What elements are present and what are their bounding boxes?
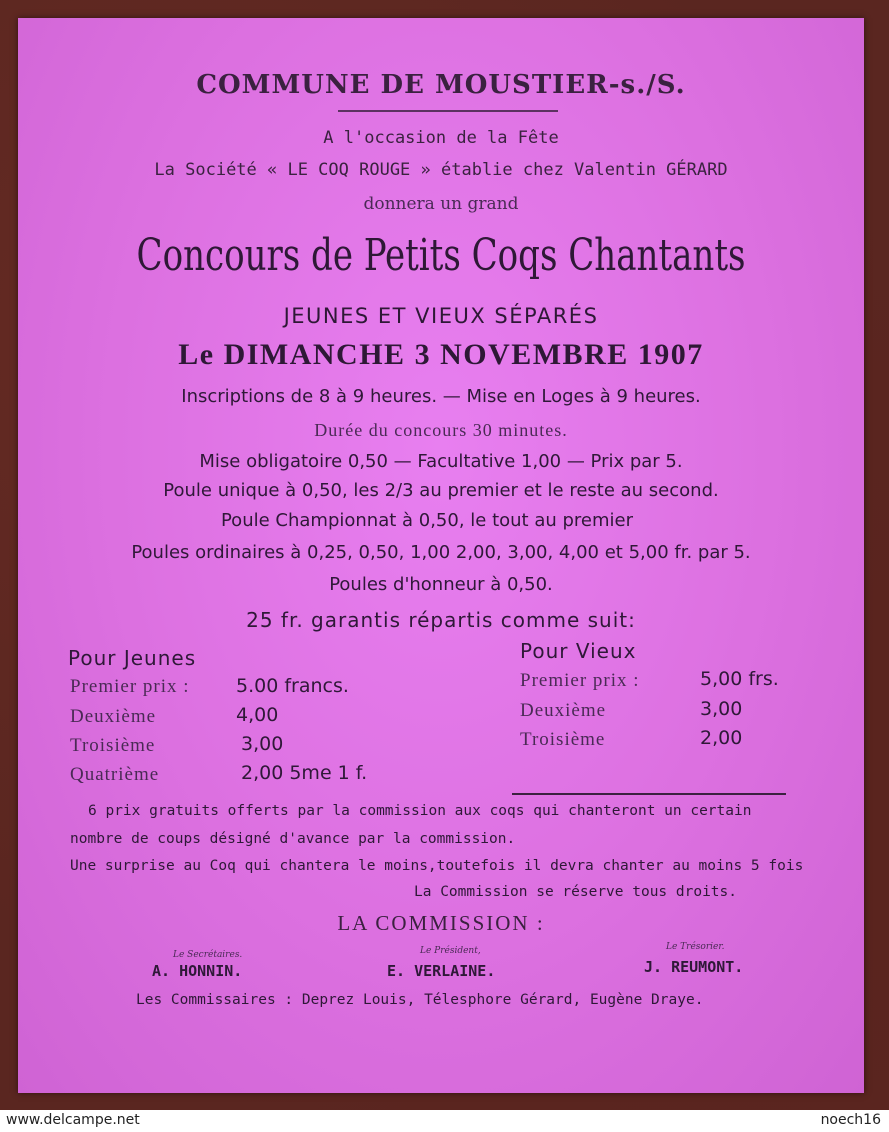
event-date: Le DIMANCHE 3 NOVEMBRE 1907	[178, 338, 704, 371]
vieux-heading: Pour Vieux	[520, 639, 637, 663]
note-line-1: 6 prix gratuits offerts par la commission aux coqs qui chanteront un certain	[88, 803, 752, 819]
poule-unique-line: Poule unique à 0,50, les 2/3 au premier et le reste au second.	[163, 480, 719, 501]
commissaires-line: Les Commissaires : Deprez Louis, Télesphore Gérard, Eugène Draye.	[136, 992, 704, 1008]
main-title: Concours de Petits Coqs Chantants	[136, 230, 746, 281]
mise-line: Mise obligatoire 0,50 — Facultative 1,00 — Prix par 5.	[199, 451, 683, 472]
subtitle: JEUNES ET VIEUX SÉPARÉS	[283, 304, 599, 328]
occasion-line: A l'occasion de la Fête	[323, 128, 559, 148]
commune-heading: COMMUNE DE MOUSTIER-s./S.	[196, 70, 686, 100]
role-secretaire: Le Secrétaires.	[173, 950, 243, 960]
vieux-row-2-value: 3,00	[700, 698, 743, 720]
jeunes-row-3-label: Troisième	[70, 735, 156, 756]
role-tresorier: Le Trésorier.	[666, 942, 725, 952]
duree-line: Durée du concours 30 minutes.	[314, 420, 568, 440]
vieux-row-1-label: Premier prix :	[520, 670, 640, 691]
name-president: E. VERLAINE.	[387, 962, 496, 980]
jeunes-row-1-label: Premier prix :	[70, 676, 190, 697]
jeunes-row-2-label: Deuxième	[70, 706, 157, 727]
guarantee-line: 25 fr. garantis répartis comme suit:	[246, 608, 636, 632]
watermark-bar	[0, 1110, 889, 1132]
role-president: Le Président,	[420, 946, 481, 956]
jeunes-heading: Pour Jeunes	[68, 646, 197, 670]
jeunes-row-1-value: 5.00 francs.	[236, 675, 349, 697]
jeunes-row-2-value: 4,00	[236, 704, 279, 726]
donnera-line: donnera un grand	[363, 194, 519, 214]
vieux-row-3-label: Troisième	[520, 729, 606, 750]
name-secretaire: A. HONNIN.	[152, 962, 243, 980]
section-divider	[512, 793, 786, 795]
heading-underline	[338, 110, 558, 112]
note-line-2: nombre de coups désigné d'avance par la commission.	[70, 831, 516, 847]
vieux-row-2-label: Deuxième	[520, 700, 607, 721]
note-line-3: Une surprise au Coq qui chantera le moins,toutefois il devra chanter au moins 5 fois	[70, 858, 804, 874]
jeunes-row-4-label: Quatrième	[70, 764, 160, 785]
poules-ordinaires-line: Poules ordinaires à 0,25, 0,50, 1,00 2,00, 3,00, 4,00 et 5,00 fr. par 5.	[131, 542, 751, 563]
poule-championnat-line: Poule Championnat à 0,50, le tout au premier	[220, 510, 634, 531]
poster-card	[18, 18, 864, 1093]
societe-line: La Société « LE COQ ROUGE » établie chez Valentin GÉRARD	[154, 160, 728, 180]
poules-honneur-line: Poules d'honneur à 0,50.	[329, 574, 553, 595]
jeunes-row-4-value: 2,00 5me 1 f.	[241, 762, 368, 784]
watermark-user: noech16	[820, 1112, 881, 1128]
commission-heading: LA COMMISSION :	[337, 911, 545, 935]
watermark-site: www.delcampe.net	[6, 1112, 140, 1128]
inscriptions-line: Inscriptions de 8 à 9 heures. — Mise en Loges à 9 heures.	[181, 386, 701, 407]
name-tresorier: J. REUMONT.	[644, 958, 744, 976]
note-line-4: La Commission se réserve tous droits.	[414, 884, 738, 900]
vieux-row-1-value: 5,00 frs.	[700, 668, 779, 690]
vieux-row-3-value: 2,00	[700, 727, 743, 749]
jeunes-row-3-value: 3,00	[241, 733, 284, 755]
